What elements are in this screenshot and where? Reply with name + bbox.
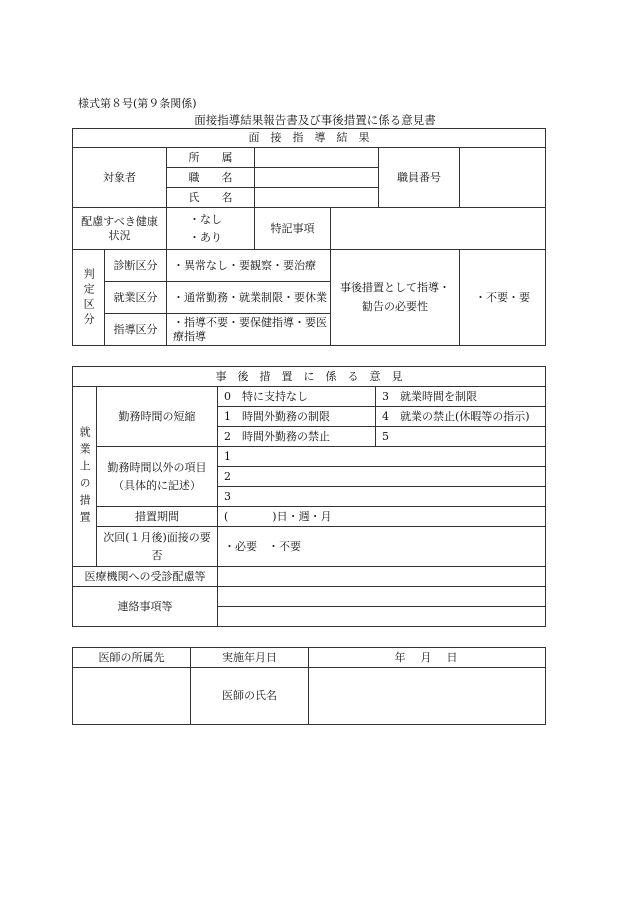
other-items-label: 勤務時間以外の項目（具体的に記述）	[97, 447, 218, 507]
medical-field[interactable]	[218, 567, 546, 587]
health-label: 配慮すべき健康状況	[73, 208, 167, 250]
name-field[interactable]	[255, 188, 379, 208]
diagnosis-options[interactable]: ・異常なし・要観察・要治療	[167, 250, 331, 282]
shorten-option-3[interactable]: 3 就業時間を制限	[376, 387, 546, 407]
dept-label: 所 属	[167, 148, 255, 168]
guidance-label: 指導区分	[105, 314, 167, 346]
doctor-name-field[interactable]	[309, 668, 546, 725]
health-option-some[interactable]: ・あり	[189, 230, 222, 244]
results-table	[72, 128, 546, 346]
measures-table	[72, 366, 546, 627]
medical-label: 医療機関への受診配慮等	[73, 567, 218, 587]
doctor-table	[72, 647, 546, 725]
employment-options[interactable]: ・通常勤務・就業制限・要休業	[167, 282, 331, 314]
staff-number-label: 職員番号	[379, 148, 460, 208]
contact-field-1[interactable]	[218, 587, 546, 607]
shorten-option-2[interactable]: 2 時間外勤務の禁止	[218, 427, 376, 447]
next-interview-label: 次回(１月後)面接の要否	[97, 527, 218, 567]
health-option-none[interactable]: ・なし	[189, 212, 222, 226]
next-interview-options[interactable]: ・必要 ・不要	[218, 527, 546, 567]
shorten-option-0[interactable]: 0 特に支持なし	[218, 387, 376, 407]
other-item-3[interactable]: 3	[218, 487, 546, 507]
employment-label: 就業区分	[105, 282, 167, 314]
special-notes-label: 特記事項	[255, 208, 331, 250]
period-value[interactable]: ( )日・週・月	[218, 507, 546, 527]
shorten-option-4[interactable]: 4 就業の禁止(休暇等の指示)	[376, 407, 546, 427]
shorten-option-5[interactable]: 5	[376, 427, 546, 447]
period-label: 措置期間	[97, 507, 218, 527]
health-options[interactable]	[167, 208, 255, 250]
exam-date-label: 実施年月日	[191, 648, 309, 668]
shorten-label: 勤務時間の短縮	[97, 387, 218, 447]
job-field[interactable]	[255, 168, 379, 188]
dept-field[interactable]	[255, 148, 379, 168]
other-item-2[interactable]: 2	[218, 467, 546, 487]
special-notes-field[interactable]	[331, 208, 546, 250]
name-label: 氏 名	[167, 188, 255, 208]
job-label: 職 名	[167, 168, 255, 188]
exam-date-value[interactable]: 年 月 日	[309, 648, 546, 668]
form-number: 様式第８号(第９条関係)	[78, 97, 197, 110]
judgment-label: 判定区分	[73, 250, 105, 346]
doctor-name-label: 医師の氏名	[191, 668, 309, 725]
doctor-affiliation-label: 医師の所属先	[73, 648, 191, 668]
contact-label: 連絡事項等	[73, 587, 218, 627]
subject-label: 対象者	[73, 148, 167, 208]
followup-question: 事後措置として指導・勧告の必要性	[331, 250, 460, 346]
document-title: 面接指導結果報告書及び事後措置に係る意見書	[194, 113, 436, 127]
measures-heading: 事 後 措 置 に 係 る 意 見	[73, 367, 546, 387]
results-heading: 面 接 指 導 結 果	[73, 129, 546, 148]
followup-options[interactable]: ・不要・要	[460, 250, 546, 346]
diagnosis-label: 診断区分	[105, 250, 167, 282]
other-item-1[interactable]: 1	[218, 447, 546, 467]
measures-side-label: 就業上の措置	[73, 387, 97, 567]
contact-field-2[interactable]	[218, 607, 546, 627]
guidance-options[interactable]: ・指導不要・要保健指導・要医療指導	[167, 314, 331, 346]
staff-number-field[interactable]	[460, 148, 546, 208]
shorten-option-1[interactable]: 1 時間外勤務の制限	[218, 407, 376, 427]
doctor-affiliation-field[interactable]	[73, 668, 191, 725]
